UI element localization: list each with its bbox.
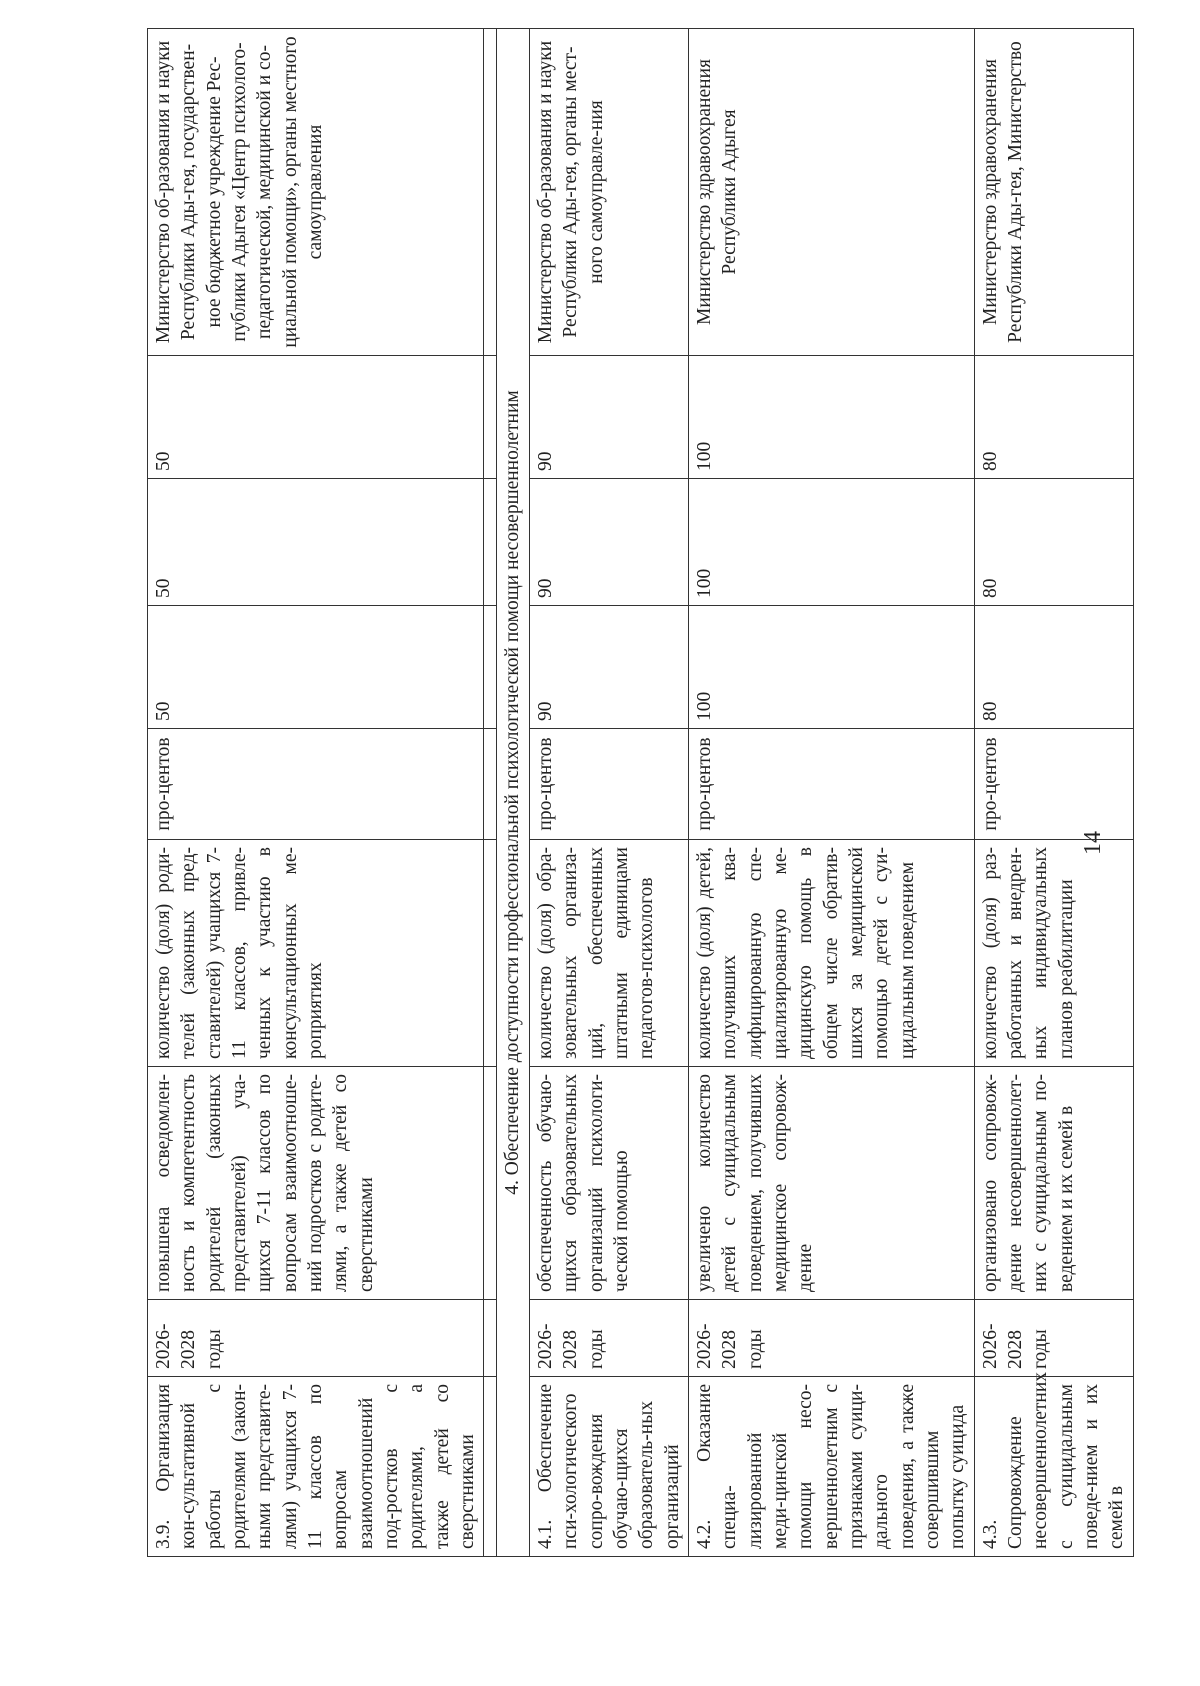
table-row — [974, 29, 1133, 1557]
cell-value-2028: 90 — [529, 356, 688, 479]
cell-value-2028: 50 — [148, 356, 484, 479]
cell-value-2027: 80 — [974, 479, 1133, 606]
cell-value-2026: 80 — [974, 606, 1133, 729]
cell-value-2027: 50 — [148, 479, 484, 606]
cell-indicator: количество (доля) раз-работанных и внедрен-ных индивидуальных планов реабилитации — [974, 840, 1133, 1067]
section-heading: 4. Обеспечение доступности профессиональной психологической помощи несовершеннолетним — [497, 29, 529, 1557]
gap-cell — [484, 840, 497, 1067]
cell-value-2028: 80 — [974, 356, 1133, 479]
cell-period: 2026-2028 годы — [688, 1300, 974, 1377]
cell-period: 2026-2028 годы — [148, 1300, 484, 1377]
gap-cell — [484, 1300, 497, 1377]
gap-cell — [484, 479, 497, 606]
cell-result: организовано сопровож-дение несовершеннолет-них с суицидальным по-ведением и их семей в — [974, 1067, 1133, 1300]
cell-event: 4.1. Обеспечение пси-хологического сопро-вождения обучаю-щихся образователь-ных организаций — [529, 1377, 688, 1557]
table-row — [529, 29, 688, 1557]
gap-cell — [484, 606, 497, 729]
page-number: 14 — [1080, 831, 1106, 855]
cell-event: 4.2. Оказание специа-лизированной меди-цинской помощи несо-вершеннолетним с признаками суици-дального поведения, а также совершившим попытку суицида — [688, 1377, 974, 1557]
cell-result: увеличено количество детей с суицидальным поведением, получивших медицинское сопровож-дение — [688, 1067, 974, 1300]
gap-cell — [484, 29, 497, 356]
cell-indicator: количество (доля) роди-телей (законных пред-ставителей) учащихся 7-11 классов, привле-ченных к участию в консультационных ме-роприятиях — [148, 840, 484, 1067]
cell-value-2026: 100 — [688, 606, 974, 729]
gap-cell — [484, 729, 497, 840]
table-gap-row — [484, 29, 497, 1557]
cell-executor: Министерство об-разования и науки Республики Ады-гея, государствен-ное бюджетное учреждение Рес-публики Адыгея «Центр психолого-педагогической, медицинской и со-циальной помощи», органы местного самоуправления — [148, 29, 484, 356]
cell-value-2027: 100 — [688, 479, 974, 606]
cell-period: 2026-2028 годы — [529, 1300, 688, 1377]
section-row — [497, 29, 529, 1557]
cell-executor: Министерство здравоохранения Республики Ады-гея, Министерство — [974, 29, 1133, 356]
cell-indicator: количество (доля) детей, получивших ква-лифицированную спе-циализированную ме-дицинскую помощь в общем числе обратив-шихся за медицинской помощью детей с суи-цидальным поведением — [688, 840, 974, 1067]
cell-period: 2026-2028 годы — [974, 1300, 1133, 1377]
cell-value-2026: 90 — [529, 606, 688, 729]
cell-executor: Министерство здравоохранения Республики Адыгея — [688, 29, 974, 356]
cell-executor: Министерство об-разования и науки Республики Ады-гея, органы мест-ного самоуправле-ния — [529, 29, 688, 356]
cell-value-2028: 100 — [688, 356, 974, 479]
cell-value-2027: 90 — [529, 479, 688, 606]
gap-cell — [484, 1067, 497, 1300]
cell-unit: про-центов — [529, 729, 688, 840]
cell-result: повышена осведомлен-ность и компетентность родителей (законных представителей) уча-щихся 7-11 классов по вопросам взаимоотноше-ний подростков с родите-лями, а также детей со сверстниками — [148, 1067, 484, 1300]
measures-table — [147, 28, 1134, 1557]
cell-indicator: количество (доля) обра-зовательных организа-ций, обеспеченных штатными единицами педагогов-психологов — [529, 840, 688, 1067]
cell-unit: про-центов — [148, 729, 484, 840]
cell-event: 3.9. Организация кон-сультативной работы с родителями (закон-ными представите-лями) учащихся 7-11 классов по вопросам взаимоотношений под-ростков с родителями, а также детей со сверстниками — [148, 1377, 484, 1557]
cell-unit: про-центов — [688, 729, 974, 840]
gap-cell — [484, 1377, 497, 1557]
cell-event: 4.3. Сопровождение несовершеннолетних с суицидальным поведе-нием и их семей в — [974, 1377, 1133, 1557]
cell-result: обеспеченность обучаю-щихся образовательных организаций психологи-ческой помощью — [529, 1067, 688, 1300]
table-row — [148, 29, 484, 1557]
cell-unit: про-центов — [974, 729, 1133, 840]
cell-value-2026: 50 — [148, 606, 484, 729]
table-row — [688, 29, 974, 1557]
gap-cell — [484, 356, 497, 479]
